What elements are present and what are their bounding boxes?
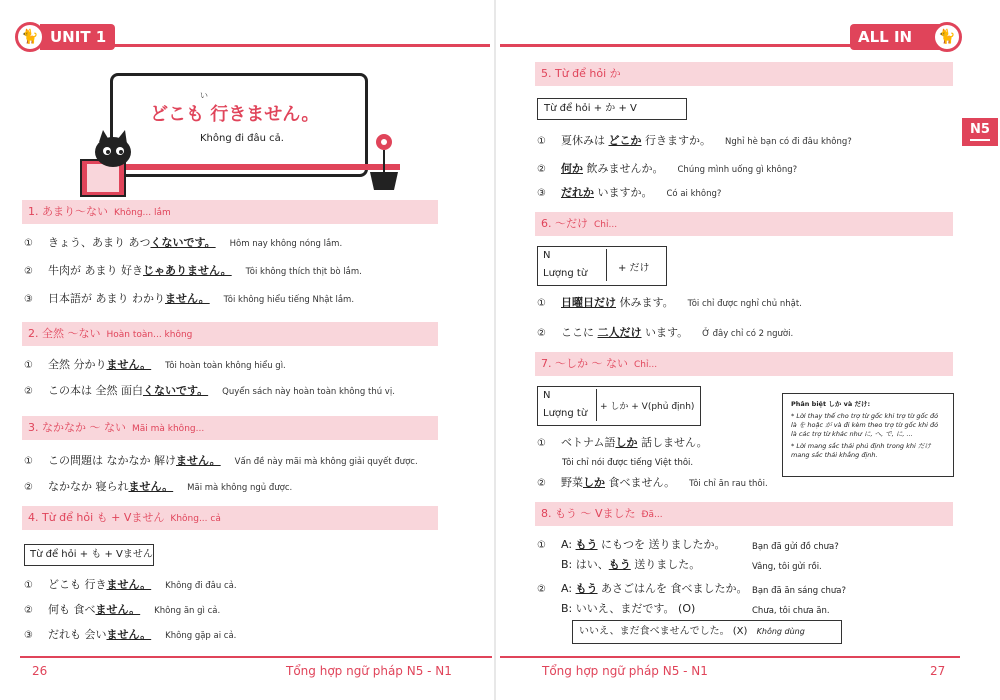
formula-box: Từ để hỏi + か + V bbox=[537, 98, 687, 120]
footer-line-left bbox=[20, 656, 492, 658]
formula-box: N Lượng từ + しか + V(phủ định) bbox=[537, 386, 701, 426]
list-item: ③ だれか いますか。 Có ai không? bbox=[537, 186, 722, 199]
list-item: ① 夏休みは どこか 行きますか。 Nghỉ hè bạn có đi đâu không? bbox=[537, 134, 852, 147]
list-item: ① どこも 行きません。 Không đi đâu cả. bbox=[24, 578, 237, 591]
list-item: ② A: もう あさごはんを 食べましたか。 bbox=[537, 582, 748, 595]
hero-ruby: い bbox=[200, 91, 208, 100]
section-1-heading: 1. あまり〜ない Không... lắm bbox=[22, 200, 438, 224]
section-3-heading: 3. なかなか 〜 ない Mãi mà không... bbox=[22, 416, 438, 440]
list-item: ③ だれも 会いません。 Không gặp ai cả. bbox=[24, 628, 237, 641]
footer-title-left: Tổng hợp ngữ pháp N5 - N1 bbox=[286, 664, 452, 678]
list-item: ① A: もう にもつを 送りましたか。 bbox=[537, 538, 726, 551]
list-item: ① きょう、あまり あつくないです。 Hôm nay không nóng lắm. bbox=[24, 236, 343, 249]
section-5-heading: 5. Từ để hỏi か bbox=[535, 62, 953, 86]
section-7-heading: 7. 〜しか 〜 ない Chỉ... bbox=[535, 352, 953, 376]
section-4-heading: 4. Từ để hỏi も + Vません Không... cả bbox=[22, 506, 438, 530]
footer-line-right bbox=[500, 656, 960, 658]
list-item: ② 野菜しか 食べません。 Tôi chỉ ăn rau thôi. bbox=[537, 476, 768, 489]
list-item: ① ベトナム語しか 話しません。 bbox=[537, 436, 708, 449]
page-spine bbox=[494, 0, 496, 700]
list-item: ② 牛肉が あまり 好きじゃありません。 Tôi không thích thịt bò lắm. bbox=[24, 264, 362, 277]
list-item: B: はい、もう 送りました。 bbox=[561, 558, 701, 571]
footer-title-right: Tổng hợp ngữ pháp N5 - N1 bbox=[542, 664, 708, 678]
all-in-one-tab: ALL IN bbox=[850, 24, 948, 50]
level-tab: N5 bbox=[962, 118, 998, 146]
section-2-heading: 2. 全然 〜ない Hoàn toàn... không bbox=[22, 322, 438, 346]
list-item: B: いいえ、まだです。 (O) bbox=[561, 602, 696, 615]
cat-illustration bbox=[75, 128, 155, 198]
unit-tab: UNIT 1 bbox=[40, 24, 115, 50]
list-item: ③ 日本語が あまり わかりません。 Tôi không hiểu tiếng Nhật lắm. bbox=[24, 292, 355, 305]
wrong-usage-box: いいえ、まだ食べませんでした。 (X) Không dùng bbox=[572, 620, 842, 644]
flower-pot-icon bbox=[366, 132, 402, 192]
formula-box: N Lượng từ + だけ bbox=[537, 246, 667, 286]
note-box: Phân biệt しか và だけ: * Lời thay thế cho trợ từ gốc khi trợ từ gốc đó là を hoặc が và đi kèm theo trợ từ gốc khi đó là các trợ từ khác như に, へ, で, に, ... * Lời mang sắc thái phủ định trong khi だけ mang sắc thái khẳng định. bbox=[782, 393, 954, 477]
list-item: ② この本は 全然 面白くないです。 Quyển sách này hoàn toàn không thú vị. bbox=[24, 384, 395, 397]
translation-text: Chưa, tôi chưa ăn. bbox=[752, 606, 830, 616]
page-number-left: 26 bbox=[32, 664, 48, 678]
formula-box: Từ để hỏi + も + Vません bbox=[24, 544, 154, 566]
section-6-heading: 6. 〜だけ Chỉ... bbox=[535, 212, 953, 236]
hero-title: どこも 行きません。 bbox=[150, 104, 320, 125]
section-8-heading: 8. もう 〜 Vました Đã... bbox=[535, 502, 953, 526]
list-item: ① 日曜日だけ 休みます。 Tôi chỉ được nghỉ chủ nhật. bbox=[537, 296, 802, 309]
translation-text: Tôi chỉ nói được tiếng Việt thôi. bbox=[562, 458, 694, 468]
page-number-right: 27 bbox=[930, 664, 946, 678]
list-item: ① 全然 分かりません。 Tôi hoàn toàn không hiểu gì. bbox=[24, 358, 286, 371]
list-item: ② なかなか 寝られません。 Mãi mà không ngủ được. bbox=[24, 480, 293, 493]
cat-head-icon: 🐈 bbox=[932, 22, 962, 52]
list-item: ② ここに 二人だけ います。 Ở đây chỉ có 2 người. bbox=[537, 326, 794, 339]
translation-text: Vâng, tôi gửi rồi. bbox=[752, 562, 822, 572]
cat-head-icon: 🐈 bbox=[15, 22, 45, 52]
hero-subtitle: Không đi đâu cả. bbox=[200, 133, 284, 144]
list-item: ① この問題は なかなか 解けません。 Vấn đề này mãi mà không giải quyết được. bbox=[24, 454, 418, 467]
list-item: ② 何も 食べません。 Không ăn gì cả. bbox=[24, 603, 221, 616]
list-item: ② 何か 飲みませんか。 Chúng mình uống gì không? bbox=[537, 162, 798, 175]
translation-text: Bạn đã ăn sáng chưa? bbox=[752, 586, 847, 596]
translation-text: Bạn đã gửi đồ chưa? bbox=[752, 542, 839, 552]
